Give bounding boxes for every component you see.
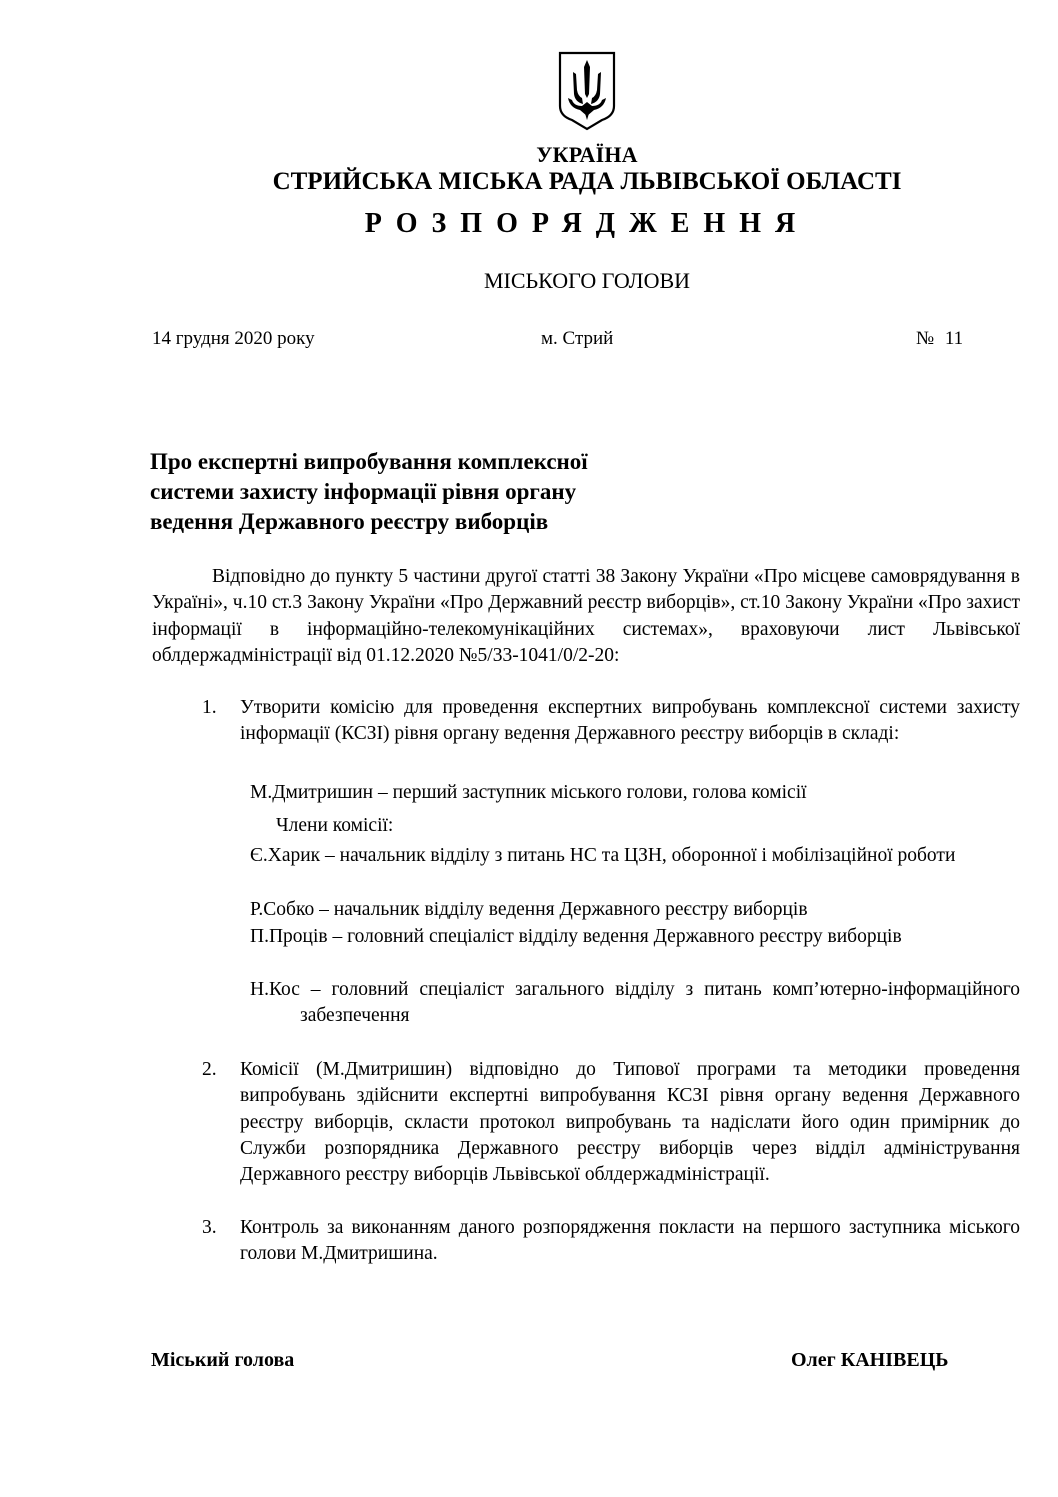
- council-heading: СТРИЙСЬКА МІСЬКА РАДА ЛЬВІВСЬКОЇ ОБЛАСТІ: [272, 168, 902, 195]
- preamble-paragraph: Відповідно до пункту 5 частини другої статті 38 Закону України «Про місцеве самоврядування в Україні», ч.10 ст.3 Закону України «Про Державний реєстр виборців», ст.10 Закону України «Про захист інформації в інформаційно-телекомунікаційних системах», враховуючи лист Львівської облдержадміністрації від 01.12.2020 №5/33-1041/0/2-20:: [152, 566, 1020, 666]
- title-line: Про експертні випробування комплексної: [150, 449, 588, 474]
- commission-head: М.Дмитришин – перший заступник міського голови, голова комісії: [250, 782, 807, 803]
- issuer-heading: МІСЬКОГО ГОЛОВИ: [483, 268, 691, 293]
- trident-coat-of-arms-icon: [556, 50, 618, 132]
- document-city: м. Стрий: [541, 328, 614, 349]
- commission-member: Є.Харик – начальник відділу з питань НС та ЦЗН, оборонної і мобілізаційної роботи: [250, 845, 956, 866]
- members-label: Члени комісії:: [276, 815, 394, 836]
- country-heading: УКРАЇНА: [536, 142, 638, 167]
- document-number: № 11: [916, 328, 964, 349]
- list-item-number: 1.: [202, 697, 217, 718]
- list-item-text: Контроль за виконанням даного розпорядження покласти на першого заступника міського голови М.Дмитришина.: [240, 1217, 1020, 1265]
- signatory-title: Міський голова: [151, 1349, 295, 1371]
- list-item-text: Утворити комісію для проведення експертних випробувань комплексної системи захисту інформації (КСЗІ) рівня органу ведення Державного реєстру виборців в складі:: [240, 697, 1020, 745]
- title-line: системи захисту інформації рівня органу: [150, 479, 577, 504]
- signatory-name: Олег КАНІВЕЦЬ: [791, 1349, 949, 1371]
- commission-member: Н.Кос – головний спеціаліст загального відділу з питань комп’ютерно-інформаційного забезпечення: [250, 979, 1020, 1027]
- list-item-3: [202, 1215, 1020, 1268]
- list-item-text: Комісії (М.Дмитришин) відповідно до Типової програми та методики проведення випробувань здійснити експертні випробування КСЗІ рівня органу ведення Державного реєстру виборців, скласти протокол випробувань та надіслати його один примірник до Служби розпорядника Державного реєстру виборців через відділ адміністрування Державного реєстру виборців Львівської облдержадміністрації.: [240, 1059, 1020, 1186]
- list-item-number: 2.: [202, 1059, 217, 1080]
- commission-member: П.Проців – головний спеціаліст відділу ведення Державного реєстру виборців: [250, 926, 902, 947]
- list-item-number: 3.: [202, 1217, 217, 1238]
- commission-member: Р.Собко – начальник відділу ведення Державного реєстру виборців: [250, 899, 808, 920]
- document-type-heading: РОЗПОРЯДЖЕННЯ: [364, 208, 810, 239]
- document-date: 14 грудня 2020 року: [152, 328, 315, 349]
- title-line: ведення Державного реєстру виборців: [150, 509, 549, 534]
- list-item-2: [202, 1057, 1020, 1188]
- list-item-1: [202, 695, 1020, 748]
- document-title: [150, 447, 670, 537]
